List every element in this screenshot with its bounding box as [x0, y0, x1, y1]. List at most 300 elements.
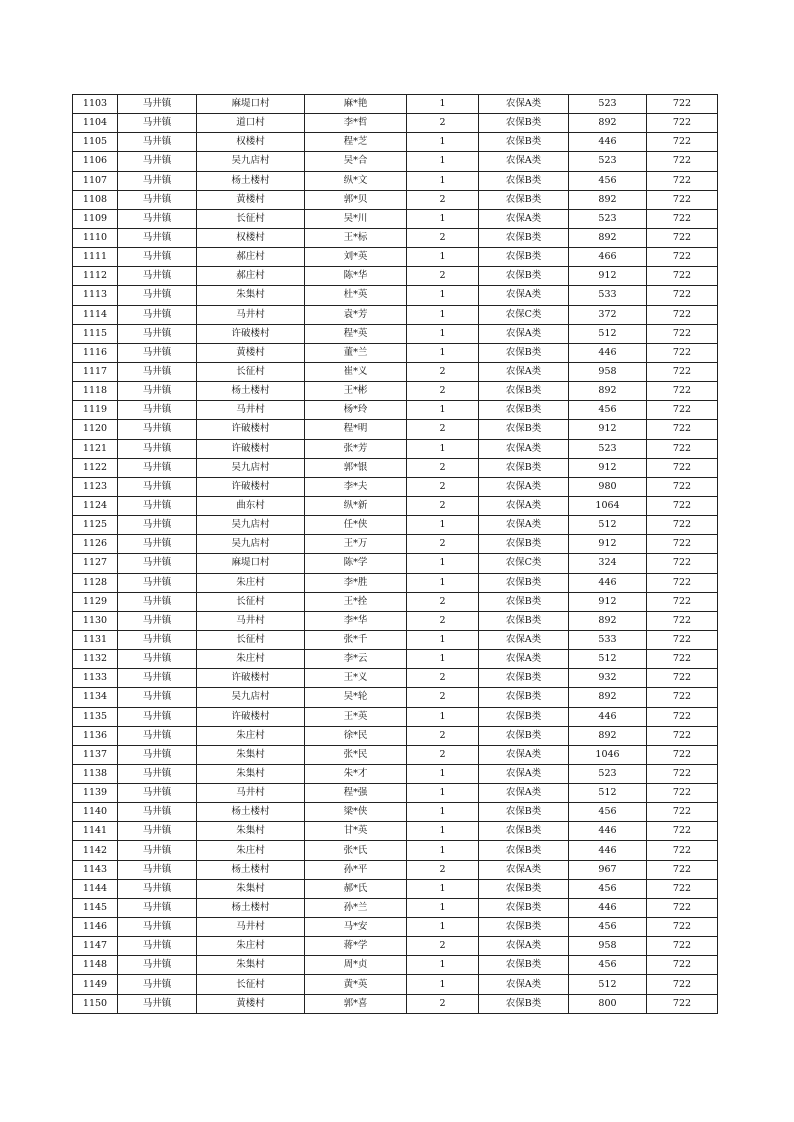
town-cell: 马井镇: [118, 860, 197, 879]
village-cell: 黄楼村: [197, 994, 305, 1013]
village-cell: 朱庄村: [197, 937, 305, 956]
standard-cell: 722: [647, 516, 718, 535]
name-cell: 崔*义: [305, 362, 407, 381]
amount-cell: 892: [569, 726, 647, 745]
category-cell: 农保B类: [479, 879, 569, 898]
town-cell: 马井镇: [118, 324, 197, 343]
amount-cell: 533: [569, 630, 647, 649]
row-number-cell: 1129: [73, 592, 118, 611]
village-cell: 朱庄村: [197, 573, 305, 592]
town-cell: 马井镇: [118, 286, 197, 305]
village-cell: 朱庄村: [197, 841, 305, 860]
category-cell: 农保B类: [479, 611, 569, 630]
household-size-cell: 1: [407, 439, 479, 458]
row-number-cell: 1132: [73, 650, 118, 669]
household-size-cell: 2: [407, 362, 479, 381]
household-size-cell: 1: [407, 573, 479, 592]
row-number-cell: 1133: [73, 669, 118, 688]
standard-cell: 722: [647, 764, 718, 783]
household-size-cell: 1: [407, 898, 479, 917]
amount-cell: 456: [569, 401, 647, 420]
standard-cell: 722: [647, 650, 718, 669]
category-cell: 农保A类: [479, 152, 569, 171]
table-row: [73, 343, 718, 362]
category-cell: 农保B类: [479, 592, 569, 611]
category-cell: 农保A类: [479, 477, 569, 496]
town-cell: 马井镇: [118, 343, 197, 362]
town-cell: 马井镇: [118, 650, 197, 669]
name-cell: 王*拴: [305, 592, 407, 611]
table-row: [73, 209, 718, 228]
row-number-cell: 1111: [73, 248, 118, 267]
category-cell: 农保A类: [479, 324, 569, 343]
row-number-cell: 1135: [73, 707, 118, 726]
standard-cell: 722: [647, 745, 718, 764]
town-cell: 马井镇: [118, 764, 197, 783]
category-cell: 农保B类: [479, 726, 569, 745]
category-cell: 农保B类: [479, 133, 569, 152]
name-cell: 郭*银: [305, 458, 407, 477]
name-cell: 甘*英: [305, 822, 407, 841]
household-size-cell: 1: [407, 343, 479, 362]
standard-cell: 722: [647, 190, 718, 209]
name-cell: 王*彬: [305, 382, 407, 401]
name-cell: 陈*学: [305, 554, 407, 573]
name-cell: 纵*文: [305, 171, 407, 190]
table-row: [73, 918, 718, 937]
town-cell: 马井镇: [118, 956, 197, 975]
amount-cell: 456: [569, 171, 647, 190]
town-cell: 马井镇: [118, 535, 197, 554]
household-size-cell: 2: [407, 114, 479, 133]
table-row: [73, 688, 718, 707]
household-size-cell: 1: [407, 171, 479, 190]
table-row: [73, 133, 718, 152]
amount-cell: 892: [569, 114, 647, 133]
category-cell: 农保B类: [479, 956, 569, 975]
amount-cell: 967: [569, 860, 647, 879]
standard-cell: 722: [647, 171, 718, 190]
standard-cell: 722: [647, 343, 718, 362]
standard-cell: 722: [647, 382, 718, 401]
town-cell: 马井镇: [118, 841, 197, 860]
village-cell: 朱集村: [197, 286, 305, 305]
household-size-cell: 2: [407, 496, 479, 515]
town-cell: 马井镇: [118, 630, 197, 649]
town-cell: 马井镇: [118, 554, 197, 573]
name-cell: 纵*新: [305, 496, 407, 515]
village-cell: 权楼村: [197, 133, 305, 152]
town-cell: 马井镇: [118, 458, 197, 477]
name-cell: 李*哲: [305, 114, 407, 133]
village-cell: 郝庄村: [197, 267, 305, 286]
name-cell: 王*英: [305, 707, 407, 726]
name-cell: 程*英: [305, 324, 407, 343]
standard-cell: 722: [647, 841, 718, 860]
table-row: [73, 592, 718, 611]
category-cell: 农保B类: [479, 420, 569, 439]
standard-cell: 722: [647, 324, 718, 343]
name-cell: 吴*川: [305, 209, 407, 228]
category-cell: 农保A类: [479, 745, 569, 764]
name-cell: 吴*轮: [305, 688, 407, 707]
category-cell: 农保A类: [479, 764, 569, 783]
category-cell: 农保A类: [479, 937, 569, 956]
category-cell: 农保B类: [479, 707, 569, 726]
town-cell: 马井镇: [118, 420, 197, 439]
town-cell: 马井镇: [118, 611, 197, 630]
row-number-cell: 1136: [73, 726, 118, 745]
village-cell: 许破楼村: [197, 324, 305, 343]
household-size-cell: 2: [407, 994, 479, 1013]
household-size-cell: 2: [407, 382, 479, 401]
standard-cell: 722: [647, 477, 718, 496]
amount-cell: 456: [569, 803, 647, 822]
village-cell: 许破楼村: [197, 439, 305, 458]
village-cell: 长征村: [197, 630, 305, 649]
amount-cell: 446: [569, 841, 647, 860]
category-cell: 农保A类: [479, 860, 569, 879]
village-cell: 许破楼村: [197, 669, 305, 688]
standard-cell: 722: [647, 305, 718, 324]
amount-cell: 912: [569, 267, 647, 286]
category-cell: 农保A类: [479, 784, 569, 803]
village-cell: 马井村: [197, 918, 305, 937]
village-cell: 朱集村: [197, 822, 305, 841]
row-number-cell: 1119: [73, 401, 118, 420]
household-size-cell: 2: [407, 611, 479, 630]
household-size-cell: 1: [407, 248, 479, 267]
town-cell: 马井镇: [118, 592, 197, 611]
standard-cell: 722: [647, 573, 718, 592]
table-row: [73, 784, 718, 803]
household-size-cell: 1: [407, 822, 479, 841]
village-cell: 黄楼村: [197, 190, 305, 209]
household-size-cell: 1: [407, 516, 479, 535]
row-number-cell: 1117: [73, 362, 118, 381]
household-size-cell: 2: [407, 458, 479, 477]
household-size-cell: 1: [407, 324, 479, 343]
table-row: [73, 630, 718, 649]
standard-cell: 722: [647, 228, 718, 247]
table-row: [73, 171, 718, 190]
amount-cell: 533: [569, 286, 647, 305]
category-cell: 农保A类: [479, 439, 569, 458]
row-number-cell: 1116: [73, 343, 118, 362]
amount-cell: 1064: [569, 496, 647, 515]
village-cell: 道口村: [197, 114, 305, 133]
amount-cell: 523: [569, 152, 647, 171]
category-cell: 农保B类: [479, 114, 569, 133]
category-cell: 农保B类: [479, 343, 569, 362]
category-cell: 农保B类: [479, 822, 569, 841]
village-cell: 杨土楼村: [197, 382, 305, 401]
table-row: [73, 650, 718, 669]
standard-cell: 722: [647, 994, 718, 1013]
name-cell: 程*芝: [305, 133, 407, 152]
table-row: [73, 324, 718, 343]
category-cell: 农保B类: [479, 535, 569, 554]
row-number-cell: 1130: [73, 611, 118, 630]
name-cell: 马*安: [305, 918, 407, 937]
town-cell: 马井镇: [118, 573, 197, 592]
name-cell: 蒋*学: [305, 937, 407, 956]
town-cell: 马井镇: [118, 362, 197, 381]
town-cell: 马井镇: [118, 745, 197, 764]
town-cell: 马井镇: [118, 496, 197, 515]
town-cell: 马井镇: [118, 305, 197, 324]
standard-cell: 722: [647, 401, 718, 420]
amount-cell: 446: [569, 573, 647, 592]
name-cell: 李*云: [305, 650, 407, 669]
village-cell: 吴九店村: [197, 152, 305, 171]
amount-cell: 892: [569, 228, 647, 247]
town-cell: 马井镇: [118, 726, 197, 745]
row-number-cell: 1121: [73, 439, 118, 458]
household-size-cell: 1: [407, 401, 479, 420]
town-cell: 马井镇: [118, 822, 197, 841]
category-cell: 农保A类: [479, 362, 569, 381]
village-cell: 许破楼村: [197, 477, 305, 496]
table-row: [73, 707, 718, 726]
standard-cell: 722: [647, 937, 718, 956]
table-row: [73, 764, 718, 783]
town-cell: 马井镇: [118, 688, 197, 707]
standard-cell: 722: [647, 152, 718, 171]
amount-cell: 958: [569, 362, 647, 381]
village-cell: 麻堤口村: [197, 554, 305, 573]
village-cell: 长征村: [197, 362, 305, 381]
name-cell: 刘*英: [305, 248, 407, 267]
amount-cell: 912: [569, 592, 647, 611]
town-cell: 马井镇: [118, 152, 197, 171]
table-row: [73, 516, 718, 535]
category-cell: 农保B类: [479, 669, 569, 688]
standard-cell: 722: [647, 784, 718, 803]
village-cell: 朱集村: [197, 879, 305, 898]
town-cell: 马井镇: [118, 975, 197, 994]
village-cell: 杨土楼村: [197, 860, 305, 879]
town-cell: 马井镇: [118, 918, 197, 937]
amount-cell: 892: [569, 190, 647, 209]
standard-cell: 722: [647, 439, 718, 458]
name-cell: 李*胜: [305, 573, 407, 592]
name-cell: 任*侠: [305, 516, 407, 535]
town-cell: 马井镇: [118, 248, 197, 267]
table-row: [73, 420, 718, 439]
village-cell: 朱庄村: [197, 726, 305, 745]
amount-cell: 512: [569, 975, 647, 994]
village-cell: 曲东村: [197, 496, 305, 515]
household-size-cell: 1: [407, 630, 479, 649]
table-row: [73, 439, 718, 458]
category-cell: 农保B类: [479, 898, 569, 917]
row-number-cell: 1118: [73, 382, 118, 401]
amount-cell: 912: [569, 458, 647, 477]
name-cell: 王*标: [305, 228, 407, 247]
town-cell: 马井镇: [118, 171, 197, 190]
table-row: [73, 956, 718, 975]
name-cell: 徐*民: [305, 726, 407, 745]
town-cell: 马井镇: [118, 228, 197, 247]
row-number-cell: 1131: [73, 630, 118, 649]
town-cell: 马井镇: [118, 898, 197, 917]
household-size-cell: 2: [407, 228, 479, 247]
name-cell: 程*明: [305, 420, 407, 439]
standard-cell: 722: [647, 630, 718, 649]
village-cell: 长征村: [197, 209, 305, 228]
household-size-cell: 1: [407, 305, 479, 324]
row-number-cell: 1149: [73, 975, 118, 994]
household-size-cell: 2: [407, 860, 479, 879]
table-row: [73, 994, 718, 1013]
household-size-cell: 1: [407, 975, 479, 994]
row-number-cell: 1104: [73, 114, 118, 133]
row-number-cell: 1142: [73, 841, 118, 860]
amount-cell: 1046: [569, 745, 647, 764]
household-size-cell: 1: [407, 803, 479, 822]
category-cell: 农保C类: [479, 305, 569, 324]
household-size-cell: 1: [407, 286, 479, 305]
name-cell: 黄*英: [305, 975, 407, 994]
table-row: [73, 535, 718, 554]
amount-cell: 456: [569, 918, 647, 937]
village-cell: 郝庄村: [197, 248, 305, 267]
amount-cell: 523: [569, 95, 647, 114]
category-cell: 农保B类: [479, 841, 569, 860]
name-cell: 程*强: [305, 784, 407, 803]
category-cell: 农保A类: [479, 650, 569, 669]
row-number-cell: 1128: [73, 573, 118, 592]
household-size-cell: 1: [407, 841, 479, 860]
category-cell: 农保A类: [479, 516, 569, 535]
table-row: [73, 286, 718, 305]
town-cell: 马井镇: [118, 803, 197, 822]
category-cell: 农保B类: [479, 228, 569, 247]
name-cell: 王*义: [305, 669, 407, 688]
row-number-cell: 1108: [73, 190, 118, 209]
row-number-cell: 1107: [73, 171, 118, 190]
village-cell: 许破楼村: [197, 707, 305, 726]
village-cell: 麻堤口村: [197, 95, 305, 114]
standard-cell: 722: [647, 803, 718, 822]
household-size-cell: 1: [407, 95, 479, 114]
name-cell: 张*芳: [305, 439, 407, 458]
town-cell: 马井镇: [118, 784, 197, 803]
village-cell: 朱集村: [197, 764, 305, 783]
village-cell: 长征村: [197, 975, 305, 994]
household-size-cell: 2: [407, 745, 479, 764]
amount-cell: 958: [569, 937, 647, 956]
standard-cell: 722: [647, 918, 718, 937]
category-cell: 农保B类: [479, 918, 569, 937]
row-number-cell: 1122: [73, 458, 118, 477]
household-size-cell: 1: [407, 879, 479, 898]
village-cell: 朱集村: [197, 745, 305, 764]
name-cell: 郭*贝: [305, 190, 407, 209]
household-size-cell: 2: [407, 535, 479, 554]
row-number-cell: 1120: [73, 420, 118, 439]
village-cell: 吴九店村: [197, 458, 305, 477]
table-row: [73, 95, 718, 114]
household-size-cell: 2: [407, 726, 479, 745]
town-cell: 马井镇: [118, 267, 197, 286]
standard-cell: 722: [647, 822, 718, 841]
row-number-cell: 1147: [73, 937, 118, 956]
row-number-cell: 1106: [73, 152, 118, 171]
category-cell: 农保B类: [479, 688, 569, 707]
standard-cell: 722: [647, 248, 718, 267]
town-cell: 马井镇: [118, 477, 197, 496]
amount-cell: 980: [569, 477, 647, 496]
standard-cell: 722: [647, 956, 718, 975]
row-number-cell: 1148: [73, 956, 118, 975]
village-cell: 黄楼村: [197, 343, 305, 362]
village-cell: 朱庄村: [197, 650, 305, 669]
name-cell: 张*氏: [305, 841, 407, 860]
standard-cell: 722: [647, 114, 718, 133]
standard-cell: 722: [647, 133, 718, 152]
standard-cell: 722: [647, 879, 718, 898]
town-cell: 马井镇: [118, 95, 197, 114]
household-size-cell: 1: [407, 784, 479, 803]
amount-cell: 523: [569, 439, 647, 458]
household-size-cell: 2: [407, 592, 479, 611]
table-row: [73, 152, 718, 171]
table-row: [73, 860, 718, 879]
household-size-cell: 2: [407, 420, 479, 439]
row-number-cell: 1115: [73, 324, 118, 343]
amount-cell: 892: [569, 688, 647, 707]
category-cell: 农保B类: [479, 190, 569, 209]
standard-cell: 722: [647, 860, 718, 879]
table-row: [73, 573, 718, 592]
household-size-cell: 1: [407, 152, 479, 171]
amount-cell: 446: [569, 707, 647, 726]
household-size-cell: 2: [407, 267, 479, 286]
records-body: [73, 95, 718, 1014]
amount-cell: 800: [569, 994, 647, 1013]
amount-cell: 523: [569, 209, 647, 228]
table-row: [73, 458, 718, 477]
standard-cell: 722: [647, 554, 718, 573]
amount-cell: 512: [569, 784, 647, 803]
standard-cell: 722: [647, 95, 718, 114]
name-cell: 袁*芳: [305, 305, 407, 324]
village-cell: 吴九店村: [197, 535, 305, 554]
name-cell: 杜*英: [305, 286, 407, 305]
amount-cell: 456: [569, 956, 647, 975]
standard-cell: 722: [647, 726, 718, 745]
row-number-cell: 1105: [73, 133, 118, 152]
amount-cell: 372: [569, 305, 647, 324]
row-number-cell: 1110: [73, 228, 118, 247]
household-size-cell: 2: [407, 669, 479, 688]
amount-cell: 456: [569, 879, 647, 898]
town-cell: 马井镇: [118, 401, 197, 420]
amount-cell: 912: [569, 535, 647, 554]
town-cell: 马井镇: [118, 439, 197, 458]
household-size-cell: 1: [407, 956, 479, 975]
row-number-cell: 1143: [73, 860, 118, 879]
town-cell: 马井镇: [118, 114, 197, 133]
village-cell: 朱集村: [197, 956, 305, 975]
amount-cell: 446: [569, 343, 647, 362]
name-cell: 李*夫: [305, 477, 407, 496]
category-cell: 农保A类: [479, 630, 569, 649]
name-cell: 郝*氏: [305, 879, 407, 898]
table-row: [73, 477, 718, 496]
